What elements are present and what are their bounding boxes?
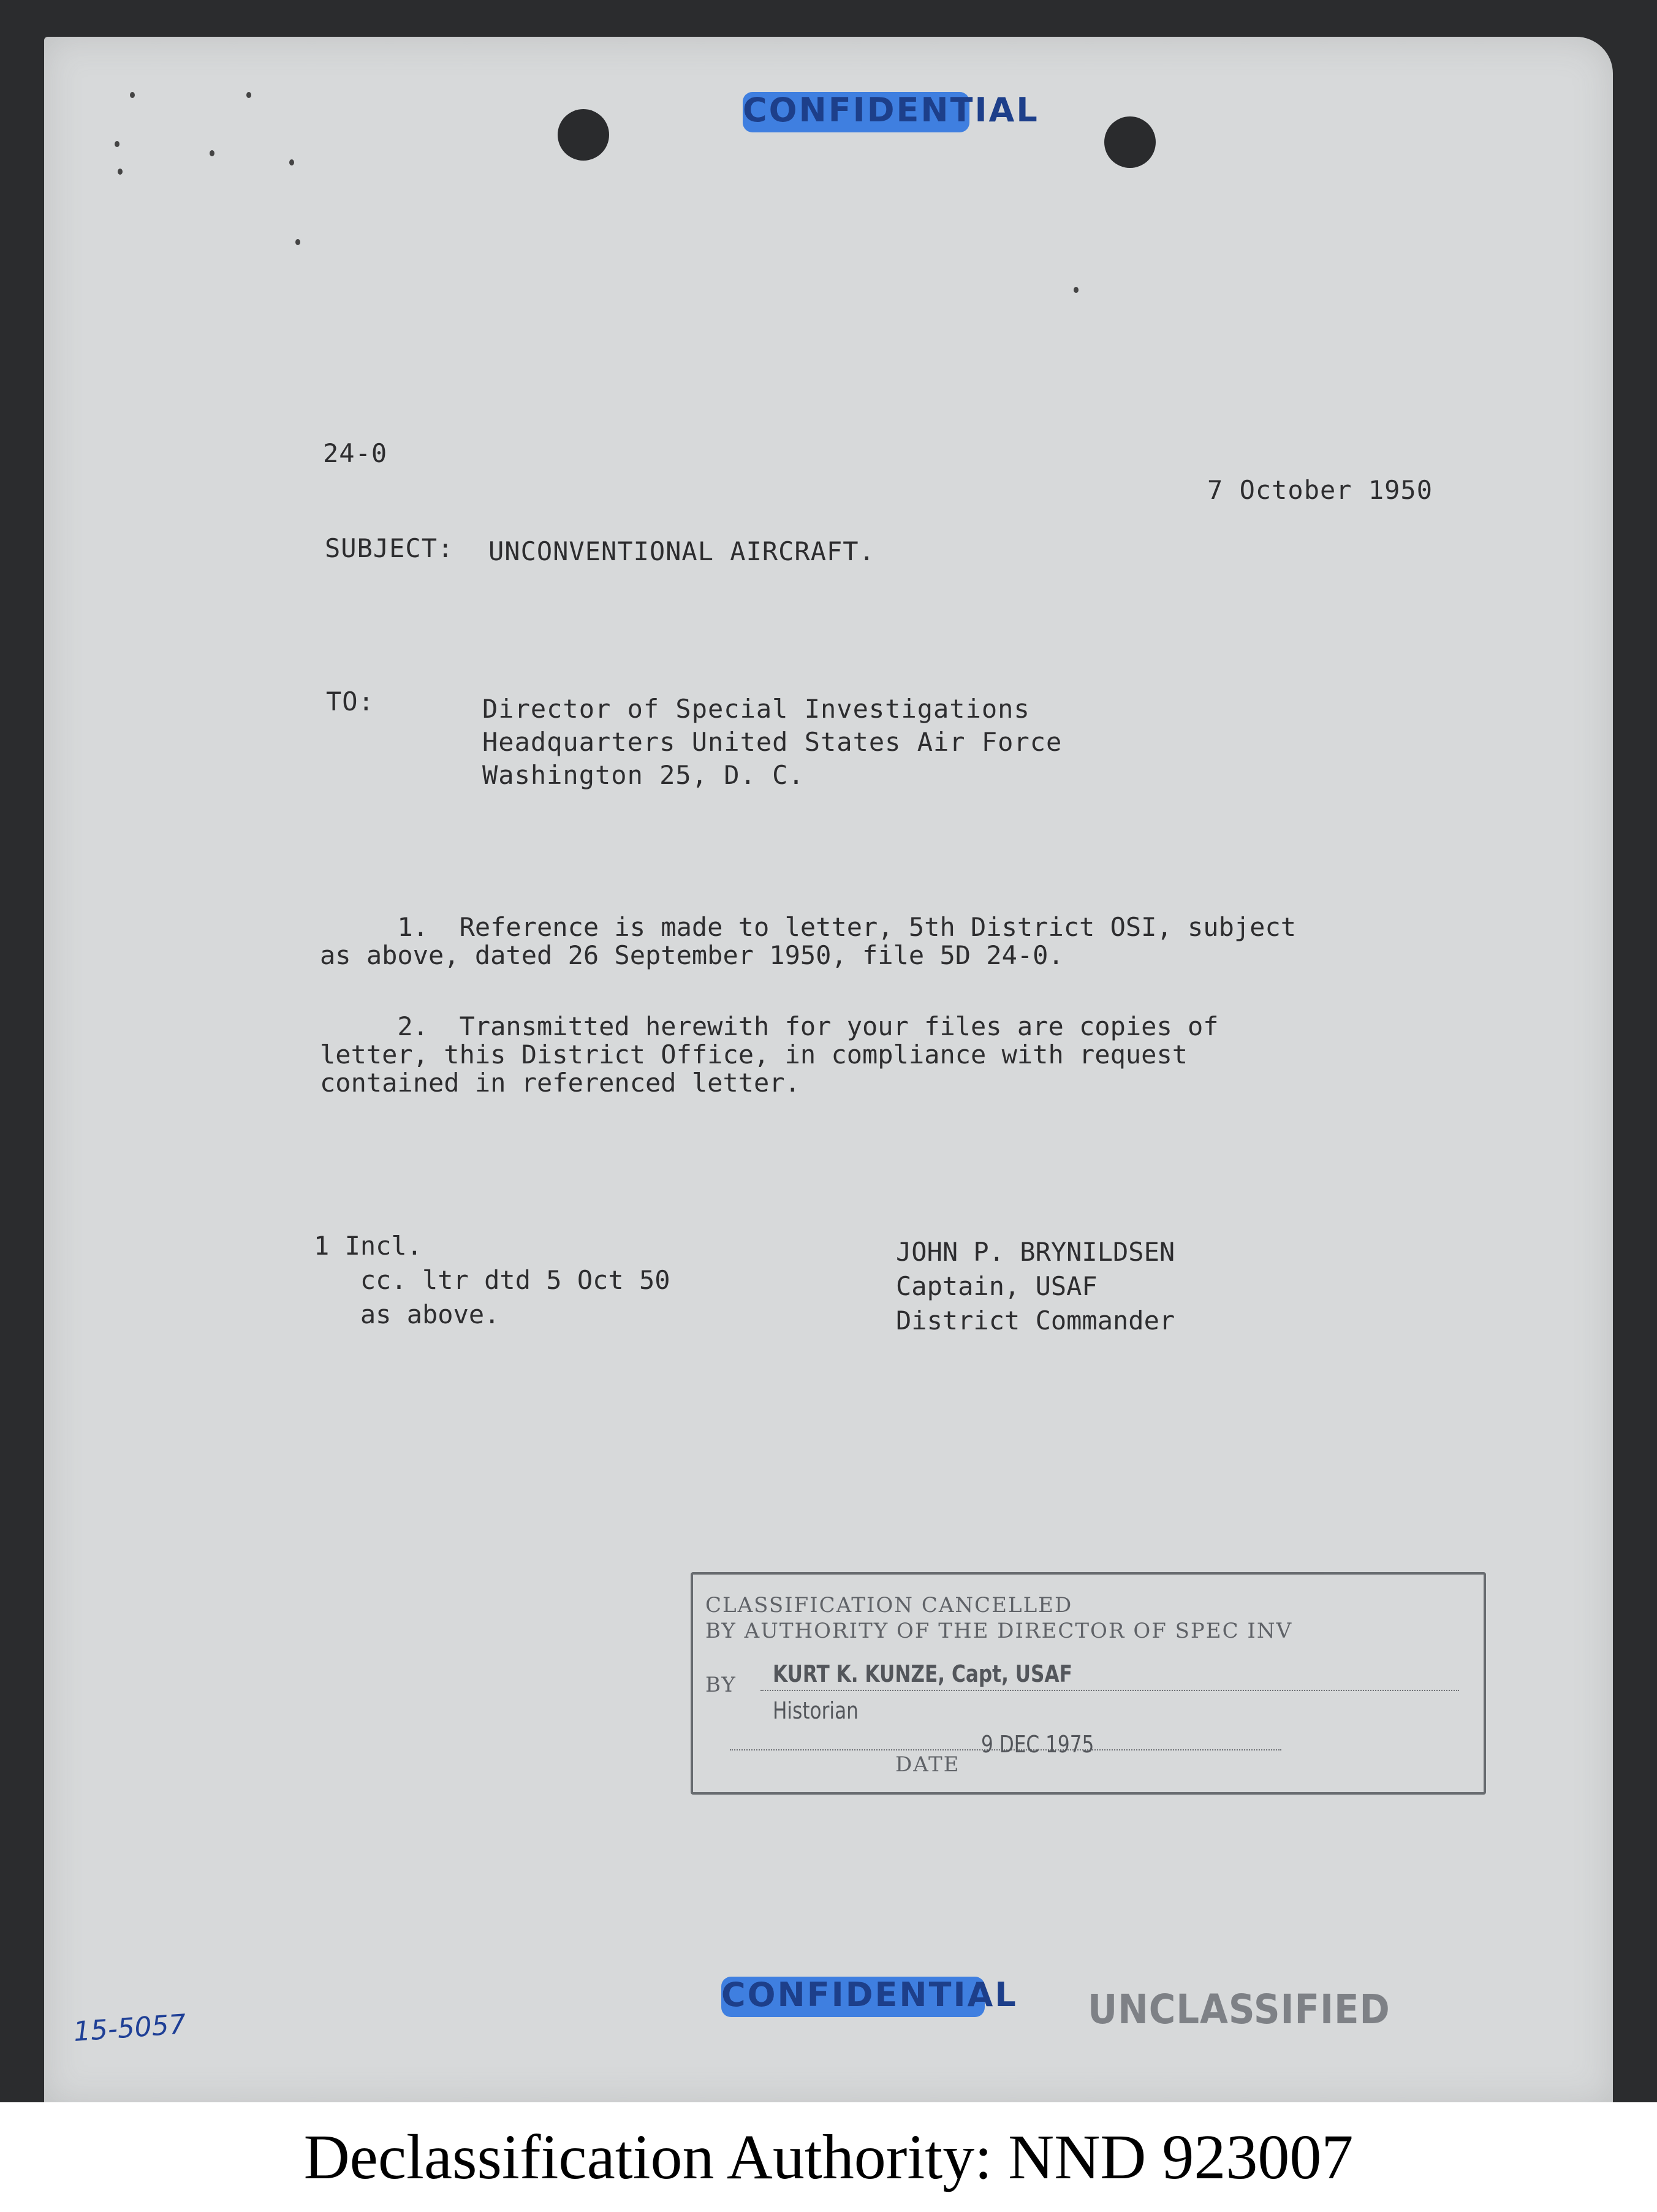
signature-title: District Commander bbox=[896, 1306, 1175, 1336]
stamp-by-name: KURT K. KUNZE, Capt, USAF bbox=[773, 1660, 1072, 1687]
enclosure-line: as above. bbox=[314, 1299, 500, 1329]
stamp-date-label: DATE bbox=[895, 1752, 960, 1777]
paper-speck bbox=[1074, 287, 1079, 293]
paper-speck bbox=[295, 239, 300, 245]
punch-hole-right bbox=[1104, 116, 1156, 168]
declassification-stamp bbox=[691, 1572, 1486, 1795]
signature-rank: Captain, USAF bbox=[896, 1271, 1098, 1301]
paragraph-1-line: 1. Reference is made to letter, 5th District OSI, subject bbox=[320, 912, 1297, 942]
punch-hole-left bbox=[558, 109, 609, 161]
unclassified-stamp: UNCLASSIFIED bbox=[1088, 1986, 1390, 2033]
addressee-line: Washington 25, D. C. bbox=[482, 760, 805, 790]
bottom-confidential-marking: CONFIDENTIAL bbox=[721, 1977, 985, 2017]
paper-speck bbox=[210, 150, 214, 156]
paragraph-2-line: letter, this District Office, in compliance with request bbox=[320, 1039, 1188, 1070]
addressee-line: Director of Special Investigations bbox=[482, 694, 1030, 724]
paragraph-1-line: as above, dated 26 September 1950, file 5D 24-0. bbox=[320, 940, 1064, 970]
letter-date: 7 October 1950 bbox=[1207, 475, 1433, 505]
paper-speck bbox=[130, 92, 135, 98]
signature-name: JOHN P. BRYNILDSEN bbox=[896, 1237, 1175, 1267]
handwritten-file-number: 15-5057 bbox=[72, 2009, 188, 2048]
enclosure-line: 1 Incl. bbox=[314, 1231, 423, 1261]
addressee-line: Headquarters United States Air Force bbox=[482, 727, 1063, 757]
paper-speck bbox=[246, 92, 251, 98]
stamp-line-2: BY AUTHORITY OF THE DIRECTOR OF SPEC INV bbox=[705, 1619, 1293, 1643]
stamp-line-1: CLASSIFICATION CANCELLED bbox=[705, 1593, 1073, 1617]
enclosure-line: cc. ltr dtd 5 Oct 50 bbox=[314, 1265, 670, 1295]
document-page bbox=[44, 37, 1613, 2105]
stamp-by-rule bbox=[760, 1690, 1459, 1691]
stamp-by-title: Historian bbox=[773, 1697, 859, 1724]
stamp-by-label: BY bbox=[705, 1673, 737, 1697]
stamp-date-value: 9 DEC 1975 bbox=[981, 1731, 1094, 1758]
declassification-caption: Declassification Authority: NND 923007 bbox=[0, 2102, 1657, 2212]
paragraph-2-line: contained in referenced letter. bbox=[320, 1068, 800, 1098]
addressee-label: TO: bbox=[326, 686, 374, 716]
file-number: 24-0 bbox=[323, 438, 388, 468]
top-confidential-marking: CONFIDENTIAL bbox=[743, 92, 969, 132]
paper-speck bbox=[289, 159, 294, 165]
paper-speck bbox=[118, 169, 123, 175]
subject-value: UNCONVENTIONAL AIRCRAFT. bbox=[488, 536, 875, 566]
subject-label: SUBJECT: bbox=[325, 533, 454, 563]
paper-speck bbox=[115, 141, 119, 147]
paragraph-2-line: 2. Transmitted herewith for your files are copies of bbox=[320, 1011, 1219, 1041]
